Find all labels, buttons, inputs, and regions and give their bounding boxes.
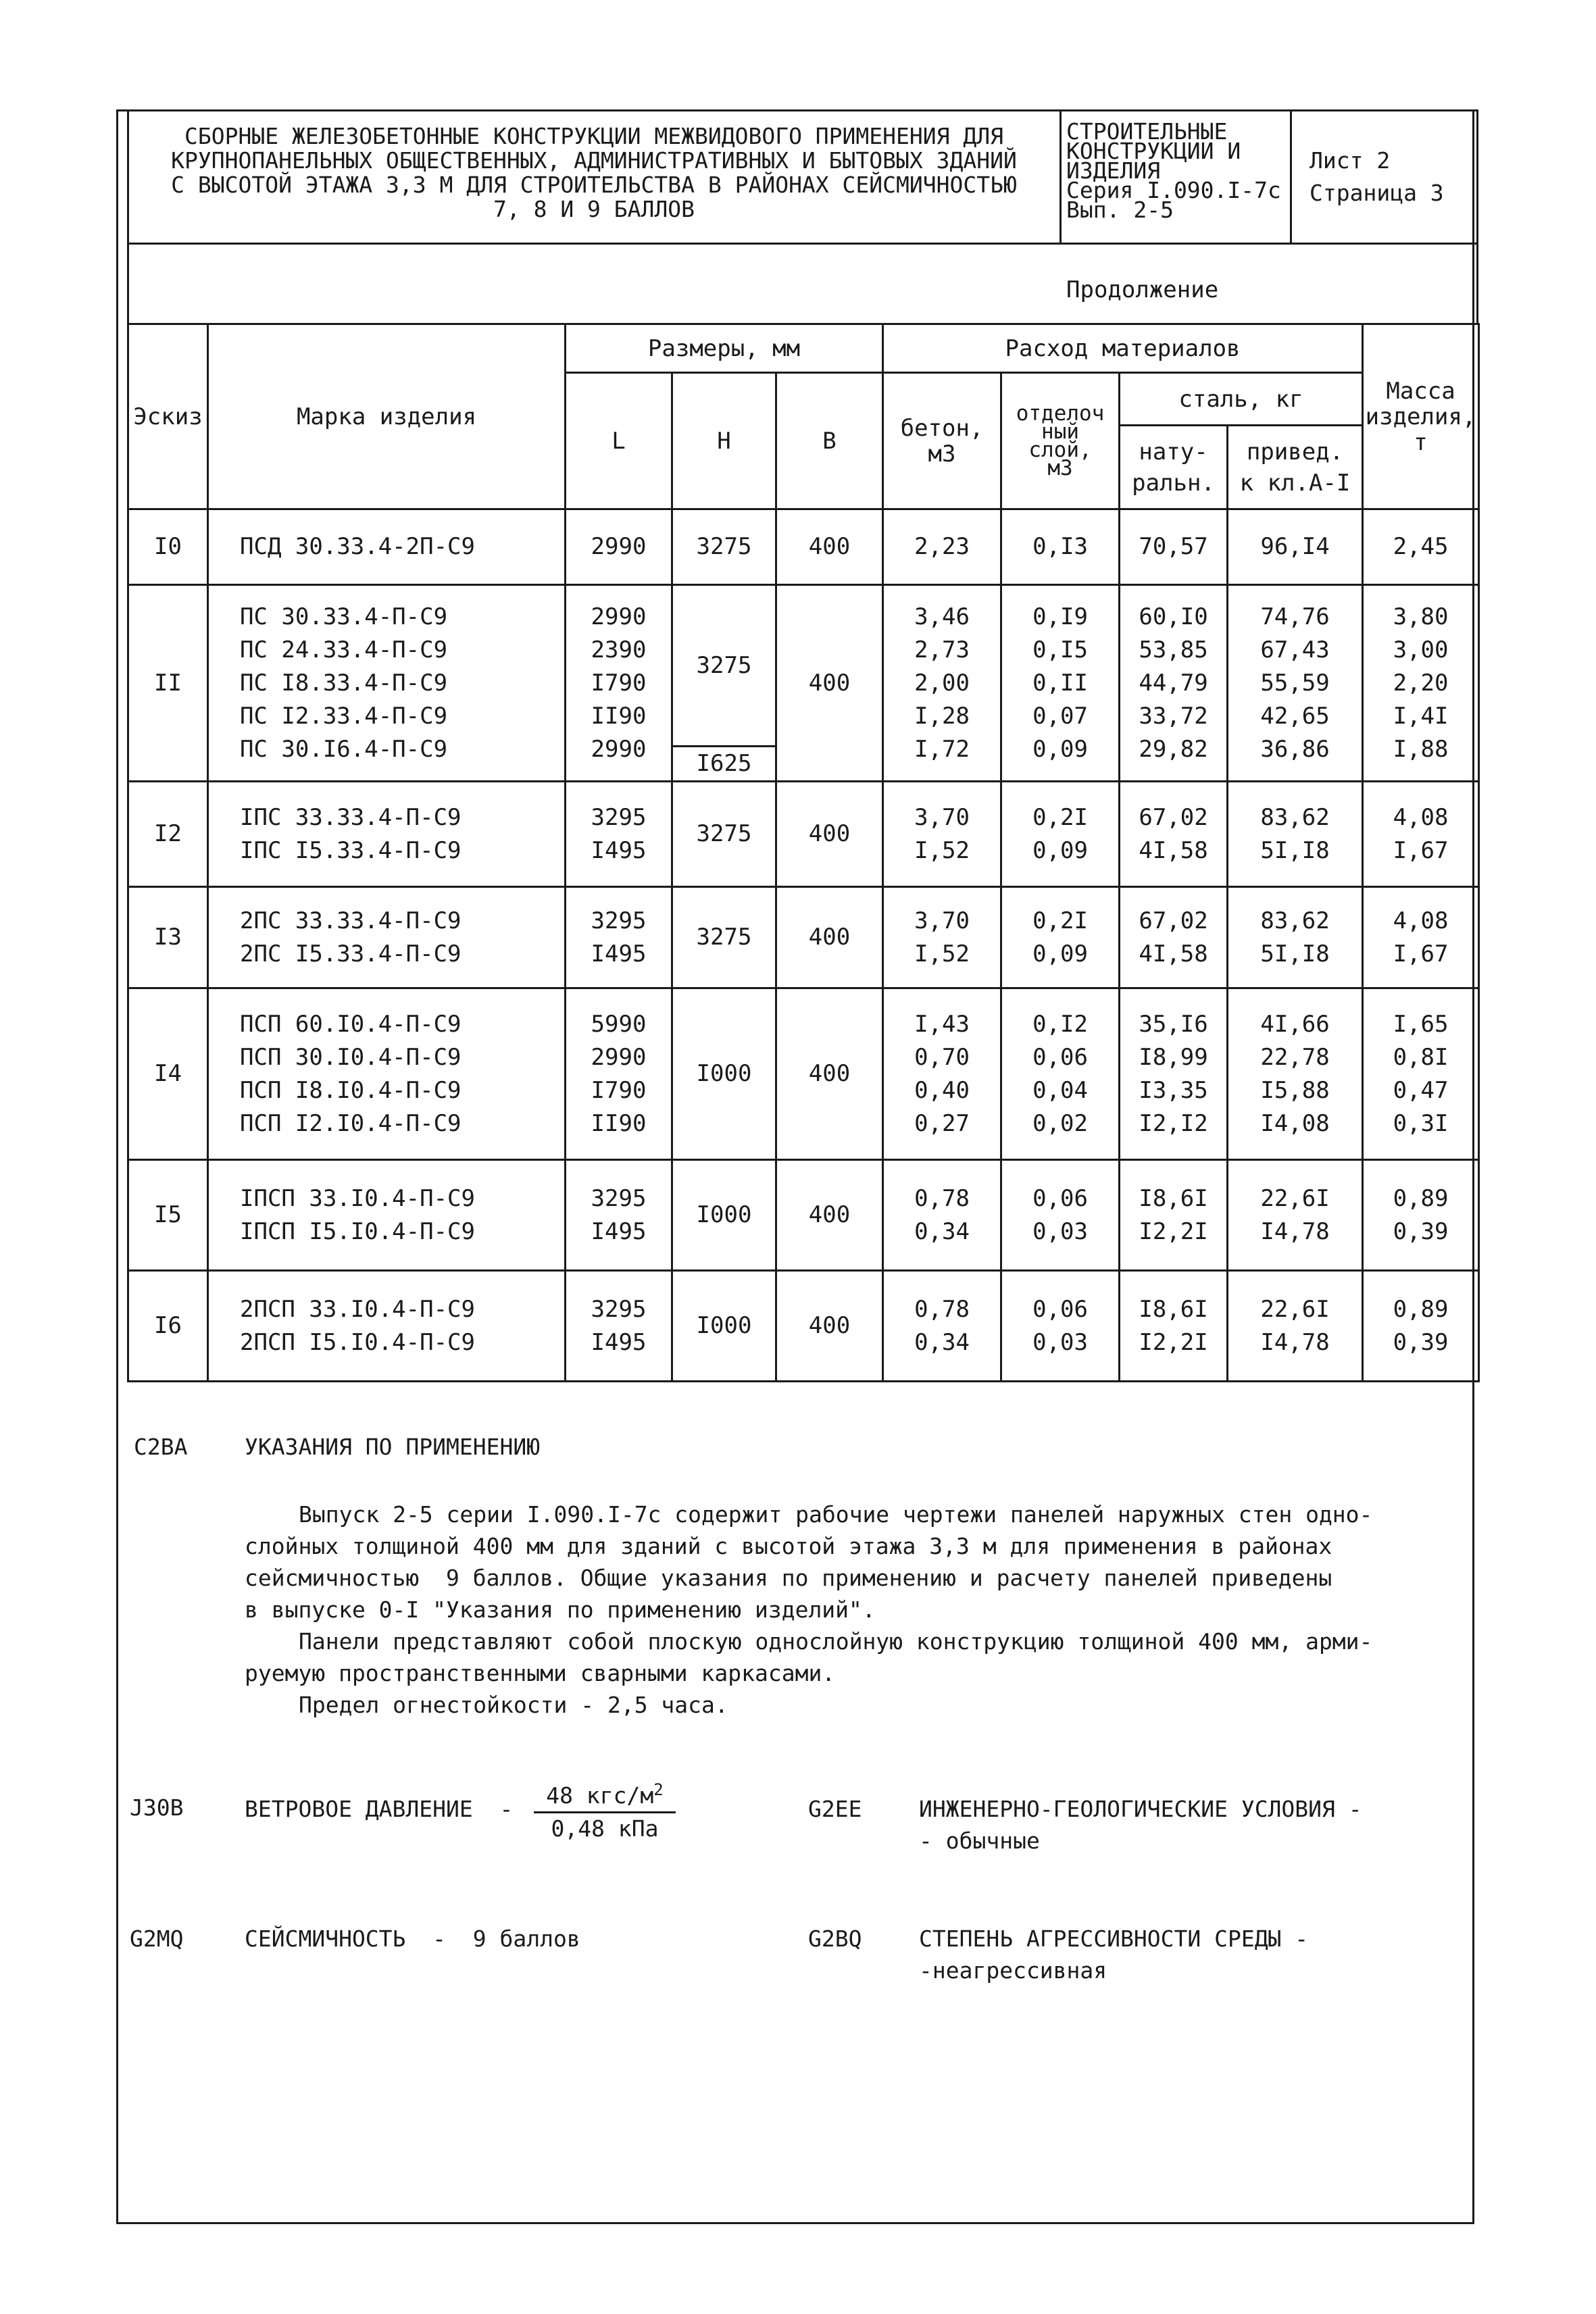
title-line: С ВЫСОТОЙ ЭТАЖА 3,3 М ДЛЯ СТРОИТЕЛЬСТВА В РАЙОНАХ СЕЙСМИЧНОСТЬЮ [171, 172, 1017, 198]
cell-finish: 0,2I 0,09 [1001, 887, 1120, 988]
L-line: 2990 [591, 735, 647, 763]
notes-line: Предел огнестойкости - 2,5 часа. [299, 1692, 728, 1718]
header-concrete-line: м3 [928, 440, 956, 468]
header-sketch: Эскиз [128, 324, 208, 509]
header-finish-line: слой, [1028, 437, 1092, 462]
cell-steel-reduced: 83,62 5I,I8 [1228, 782, 1363, 887]
cell-steel-reduced: 22,6I I4,78 [1228, 1271, 1363, 1382]
series-line: СТРОИТЕЛЬНЫЕ [1066, 118, 1228, 145]
geo-conditions [919, 1793, 1362, 1857]
code-c2ba: С2ВА [134, 1434, 188, 1460]
notes-line: слойных толщиной 400 мм для зданий с высотой этажа 3,3 м для применения в районах [245, 1533, 1332, 1559]
table-row [128, 988, 1479, 1160]
header-mass-line: изделия, [1365, 403, 1476, 430]
cell-finish: 0,2I 0,09 [1001, 782, 1120, 887]
header-steel-reduced [1228, 426, 1363, 509]
header-mass [1363, 324, 1479, 509]
cell-B: 400 [776, 782, 883, 887]
cell-mark: ПСП 60.I0.4-П-С9 ПСП 30.I0.4-П-С9 ПСП I8.I0.4-П-С9 ПСП I2.I0.4-П-С9 [208, 988, 566, 1160]
table-row [128, 585, 1479, 782]
header-mass-line: т [1414, 428, 1428, 456]
header-natural-line: нату- [1139, 438, 1208, 466]
cell-finish: 0,06 0,03 [1001, 1271, 1120, 1382]
header-finish-layer [1001, 373, 1120, 509]
header-reduced-line: привед. [1246, 438, 1344, 466]
header-finish-line: м3 [1047, 455, 1073, 480]
document-title [132, 124, 1056, 222]
cell-finish: 0,I2 0,06 0,04 0,02 [1001, 988, 1120, 1160]
series-line: КОНСТРУКЦИИ И [1066, 138, 1241, 164]
cell-mass: 4,08 I,67 [1363, 782, 1479, 887]
cell-B: 400 [776, 509, 883, 585]
notes-line: сейсмичностью 9 баллов. Общие указания по применению и расчету панелей приведены [245, 1565, 1332, 1591]
series-line: ИЗДЕЛИЯ [1066, 157, 1161, 184]
series-line: Вып. 2-5 [1066, 197, 1174, 223]
cell-finish: 0,06 0,03 [1001, 1160, 1120, 1271]
cell-mark: 2ПСП 33.I0.4-П-С9 2ПСП I5.I0.4-П-С9 [208, 1271, 566, 1382]
title-line: СБОРНЫЕ ЖЕЛЕЗОБЕТОННЫЕ КОНСТРУКЦИИ МЕЖВИДОВОГО ПРИМЕНЕНИЯ ДЛЯ [184, 123, 1003, 149]
cell-steel-natural: 35,I6 I8,99 I3,35 I2,I2 [1120, 988, 1228, 1160]
header-L: L [566, 373, 672, 509]
geo-line: - обычные [919, 1828, 1040, 1854]
header-H: Н [672, 373, 776, 509]
cell-sketch: I2 [128, 782, 208, 887]
cell-mark: 2ПС 33.33.4-П-С9 2ПС I5.33.4-П-С9 [208, 887, 566, 988]
wind-numerator [534, 1774, 676, 1813]
header-mark: Марка изделия [208, 324, 566, 509]
L-lines: 2990 2390 I790 II90 [591, 603, 647, 730]
cell-finish: 0,I3 [1001, 509, 1120, 585]
wind-fraction [534, 1774, 676, 1844]
header-natural-line: ральн. [1132, 469, 1215, 497]
cell-mass: 2,45 [1363, 509, 1479, 585]
cell-finish: 0,I9 0,I5 0,II 0,07 0,09 [1001, 585, 1120, 782]
cell-steel-reduced: 74,76 67,43 55,59 42,65 36,86 [1228, 585, 1363, 782]
header-dimensions: Размеры, мм [566, 324, 883, 373]
page-number: Страница 3 [1310, 180, 1444, 206]
table-row [128, 782, 1479, 887]
cell-mass: 0,89 0,39 [1363, 1271, 1479, 1382]
table-row [128, 887, 1479, 988]
header-B: В [776, 373, 883, 509]
cell-concrete: 0,78 0,34 [883, 1271, 1001, 1382]
wind-numerator-exponent: 2 [653, 1780, 664, 1799]
cell-mark [208, 585, 566, 782]
cell-sketch: I4 [128, 988, 208, 1160]
cell-sketch: I3 [128, 887, 208, 988]
cell-H: I000 [672, 1271, 776, 1382]
cell-B: 400 [776, 585, 883, 782]
cell-mass: 4,08 I,67 [1363, 887, 1479, 988]
cell-H: 3275 [672, 782, 776, 887]
cell-steel-reduced: 83,62 5I,I8 [1228, 887, 1363, 988]
series-line: Серия I.090.I-7с [1066, 177, 1281, 203]
title-line: 7, 8 И 9 БАЛЛОВ [493, 196, 695, 222]
cell-concrete: 3,46 2,73 2,00 I,28 I,72 [883, 585, 1001, 782]
cell-steel-reduced: 22,6I I4,78 [1228, 1160, 1363, 1271]
sheet-number: Лист 2 [1310, 147, 1391, 174]
code-g2mq: G2МQ [130, 1926, 184, 1952]
cell-H [672, 585, 776, 782]
cell-H: 3275 [672, 509, 776, 585]
header-steel-natural [1120, 426, 1228, 509]
title-line: КРУПНОПАНЕЛЬНЫХ ОБЩЕСТВЕННЫХ, АДМИНИСТРАТИВНЫХ И БЫТОВЫХ ЗДАНИЙ [171, 147, 1017, 174]
header-finish-line: отделоч [1016, 401, 1105, 426]
mark-lines: ПС 30.33.4-П-С9 ПС 24.33.4-П-С9 ПС I8.33.4-П-С9 ПС I2.33.4-П-С9 [240, 603, 448, 730]
mark-line: ПС 30.I6.4-П-С9 [240, 735, 448, 763]
aggr-line: СТЕПЕНЬ АГРЕССИВНОСТИ СРЕДЫ - [919, 1926, 1309, 1952]
notes-line: Выпуск 2-5 серии I.090.I-7с содержит рабочие чертежи панелей наружных стен одно- [299, 1501, 1373, 1528]
cell-concrete: 3,70 I,52 [883, 887, 1001, 988]
cell-mass: 3,80 3,00 2,20 I,4I I,88 [1363, 585, 1479, 782]
cell-steel-natural: 70,57 [1120, 509, 1228, 585]
title-divider-2 [1290, 109, 1292, 245]
cell-steel-reduced: 96,I4 [1228, 509, 1363, 585]
cell-H: 3275 [672, 887, 776, 988]
cell-sketch: I6 [128, 1271, 208, 1382]
header-finish-line: ный [1041, 419, 1080, 444]
cell-mark: ПСД 30.33.4-2П-С9 [208, 509, 566, 585]
cell-B: 400 [776, 988, 883, 1160]
cell-B: 400 [776, 1271, 883, 1382]
cell-sketch: I5 [128, 1160, 208, 1271]
cell-mark: IПС 33.33.4-П-С9 IПС I5.33.4-П-С9 [208, 782, 566, 887]
aggr-line: -неагрессивная [919, 1957, 1107, 1984]
products-table [127, 323, 1480, 1382]
table-row [128, 1271, 1479, 1382]
cell-H: I000 [672, 988, 776, 1160]
header-mass-line: Масса [1386, 377, 1455, 405]
table-row [128, 1160, 1479, 1271]
aggressiveness [919, 1923, 1308, 1986]
header-materials: Расход материалов [883, 324, 1363, 373]
cell-L: 5990 2990 I790 II90 [566, 988, 672, 1160]
continuation-label: Продолжение [1066, 276, 1219, 303]
H-main: 3275 [673, 586, 775, 747]
H-last: I625 [696, 750, 752, 777]
geo-line: ИНЖЕНЕРНО-ГЕОЛОГИЧЕСКИЕ УСЛОВИЯ - [919, 1796, 1362, 1822]
notes-line: в выпуске 0-I "Указания по применению изделий". [245, 1596, 876, 1623]
code-g2ee: G2ЕЕ [808, 1796, 862, 1822]
header-concrete-line: бетон, [900, 414, 984, 442]
cell-L: 3295 I495 [566, 887, 672, 988]
cell-steel-natural: 60,I0 53,85 44,79 33,72 29,82 [1120, 585, 1228, 782]
notes-line: руемую пространственными сварными каркасами. [245, 1660, 836, 1686]
title-divider-1 [1059, 109, 1062, 245]
notes-paragraph [245, 1499, 1447, 1721]
series-block [1066, 118, 1289, 223]
notes-heading: УКАЗАНИЯ ПО ПРИМЕНЕНИЮ [245, 1434, 541, 1460]
cell-L: 2990 [566, 509, 672, 585]
cell-B: 400 [776, 1160, 883, 1271]
code-j30b: J30В [130, 1794, 184, 1821]
sheet-page-block [1310, 145, 1444, 209]
cell-B: 400 [776, 887, 883, 988]
cell-steel-reduced: 4I,66 22,78 I5,88 I4,08 [1228, 988, 1363, 1160]
cell-mass: I,65 0,8I 0,47 0,3I [1363, 988, 1479, 1160]
cell-steel-natural: I8,6I I2,2I [1120, 1271, 1228, 1382]
cell-concrete: 0,78 0,34 [883, 1160, 1001, 1271]
cell-mark: IПСП 33.I0.4-П-С9 IПСП I5.I0.4-П-С9 [208, 1160, 566, 1271]
notes-line: Панели представляют собой плоскую однослойную конструкцию толщиной 400 мм, арми- [299, 1628, 1373, 1655]
header-steel: сталь, кг [1120, 373, 1363, 426]
cell-steel-natural: 67,02 4I,58 [1120, 887, 1228, 988]
cell-mass: 0,89 0,39 [1363, 1160, 1479, 1271]
wind-denominator: 0,48 кПа [551, 1815, 659, 1842]
cell-concrete: 2,23 [883, 509, 1001, 585]
cell-concrete: I,43 0,70 0,40 0,27 [883, 988, 1001, 1160]
cell-H: I000 [672, 1160, 776, 1271]
cell-L: 3295 I495 [566, 1160, 672, 1271]
table-row [128, 509, 1479, 585]
cell-sketch: I0 [128, 509, 208, 585]
wind-numerator-value: 48 кгс/м [546, 1782, 654, 1809]
wind-label: ВЕТРОВОЕ ДАВЛЕНИЕ - [245, 1796, 514, 1822]
cell-concrete: 3,70 I,52 [883, 782, 1001, 887]
cell-steel-natural: I8,6I I2,2I [1120, 1160, 1228, 1271]
cell-L [566, 585, 672, 782]
seismicity: СЕЙСМИЧНОСТЬ - 9 баллов [245, 1926, 580, 1952]
header-reduced-line: к кл.А-I [1239, 469, 1351, 497]
cell-L: 3295 I495 [566, 782, 672, 887]
cell-L: 3295 I495 [566, 1271, 672, 1382]
cell-sketch: II [128, 585, 208, 782]
cell-steel-natural: 67,02 4I,58 [1120, 782, 1228, 887]
header-concrete [883, 373, 1001, 509]
code-g2bq: G2ВQ [808, 1926, 862, 1952]
